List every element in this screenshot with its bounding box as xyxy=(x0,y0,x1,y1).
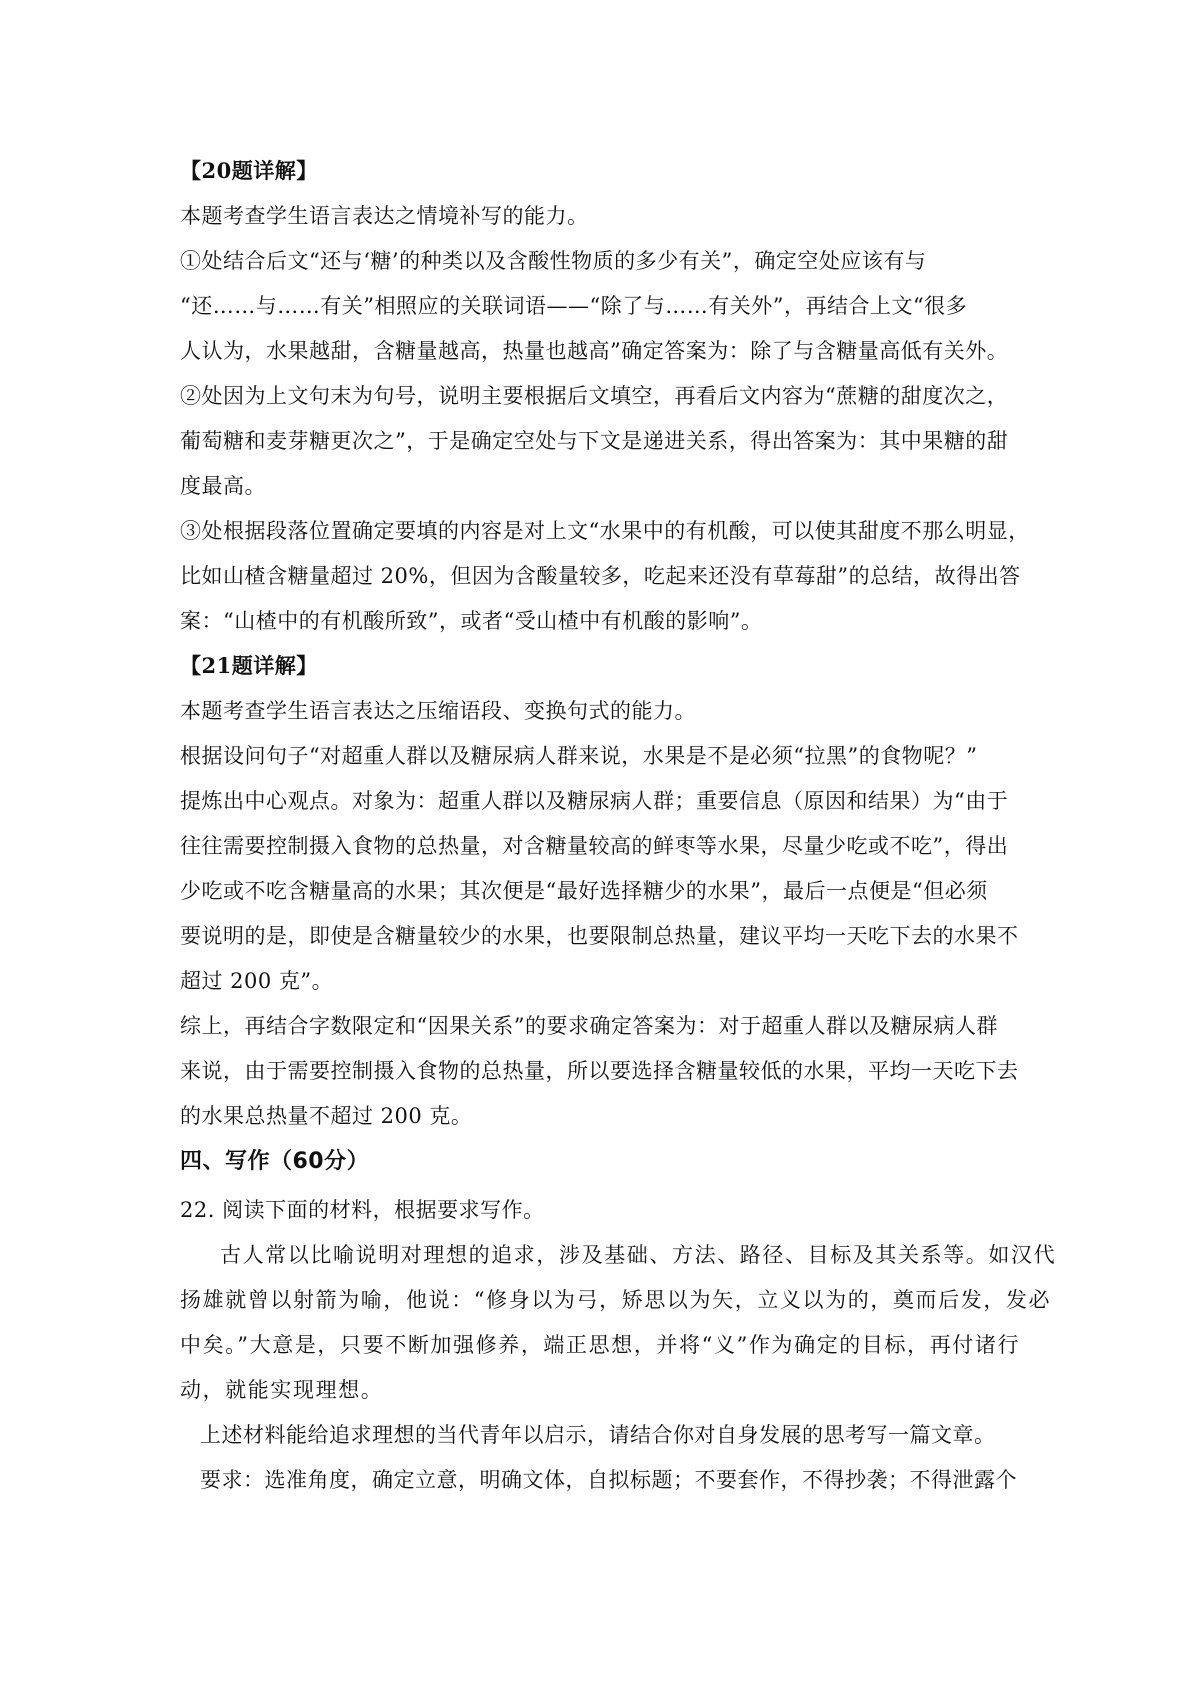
q20-line-3: “还……与……有关”相照应的关联词语——“除了与……有关外”，再结合上文“很多 xyxy=(180,294,968,318)
q21-line-2: 根据设问句子“对超重人群以及糖尿病人群来说，水果是不是必须“拉黑”的食物呢？” xyxy=(180,744,978,768)
q21-line-7: 超过 200 克”。 xyxy=(180,969,334,993)
q21-line-4: 往往需要控制摄入食物的总热量，对含糖量较高的鲜枣等水果，尽量少吃或不吃”，得出 xyxy=(180,834,1009,858)
writing-question: 22. 阅读下面的材料，根据要求写作。 xyxy=(180,1198,545,1222)
q21-title: 【21题详解】 xyxy=(180,653,318,678)
q21-line-5: 少吃或不吃含糖量高的水果；其次便是“最好选择糖少的水果”，最后一点便是“但必须 xyxy=(180,879,988,903)
writing-section-heading: 四、写作（60分） xyxy=(180,1149,370,1174)
q21-line-1: 本题考查学生语言表达之压缩语段、变换句式的能力。 xyxy=(180,699,696,723)
material-line-4: 动，就能实现理想。 xyxy=(180,1378,384,1402)
q21-line-6: 要说明的是，即使是含糖量较少的水果，也要限制总热量，建议平均一天吃下去的水果不 xyxy=(180,924,1019,948)
material-line-1: 古人常以比喻说明对理想的追求，涉及基础、方法、路径、目标及其关系等。如汉代 xyxy=(220,1243,1057,1267)
q20-line-6: 葡萄糖和麦芽糖更次之”，于是确定空处与下文是递进关系，得出答案为：其中果糖的甜 xyxy=(180,429,1009,453)
q20-line-7: 度最高。 xyxy=(180,474,266,498)
q21-line-10: 的水果总热量不超过 200 克。 xyxy=(180,1104,473,1128)
q20-line-1: 本题考查学生语言表达之情境补写的能力。 xyxy=(180,204,589,228)
q21-line-9: 来说，由于需要控制摄入食物的总热量，所以要选择含糖量较低的水果，平均一天吃下去 xyxy=(180,1059,1019,1083)
writing-requirements: 要求：选准角度，确定立意，明确文体，自拟标题；不要套作，不得抄袭；不得泄露个 xyxy=(200,1468,1017,1492)
q20-line-8: ③处根据段落位置确定要填的内容是对上文“水果中的有机酸，可以使其甜度不那么明显， xyxy=(180,519,1030,543)
q20-line-4: 人认为，水果越甜，含糖量越高，热量也越高”确定答案为：除了与含糖量高低有关外。 xyxy=(180,339,1009,363)
q21-line-3: 提炼出中心观点。对象为：超重人群以及糖尿病人群；重要信息（原因和结果）为“由于 xyxy=(180,789,1009,813)
q20-line-2: ①处结合后文“还与‘糖’的种类以及含酸性物质的多少有关”，确定空处应该有与 xyxy=(180,249,927,273)
q20-line-9: 比如山楂含糖量超过 20%，但因为含酸量较多，吃起来还没有草莓甜”的总结，故得出答 xyxy=(180,564,1021,588)
q20-line-5: ②处因为上文句末为句号，说明主要根据后文填空，再看后文内容为“蔗糖的甜度次之， xyxy=(180,384,1009,408)
material-line-2: 扬雄就曾以射箭为喻，他说：“修身以为弓，矫思以为矢，立义以为的，奠而后发，发必 xyxy=(180,1288,1052,1312)
q20-title: 【20题详解】 xyxy=(180,158,318,183)
q21-line-8: 综上，再结合字数限定和“因果关系”的要求确定答案为：对于超重人群以及糖尿病人群 xyxy=(180,1014,998,1038)
q20-line-10: 案：“山楂中的有机酸所致”，或者“受山楂中有机酸的影响”。 xyxy=(180,609,763,633)
material-line-3: 中矣。”大意是，只要不断加强修养，端正思想，并将“义”作为确定的目标，再付诸行 xyxy=(180,1333,1021,1357)
writing-prompt: 上述材料能给追求理想的当代青年以启示，请结合你对自身发展的思考写一篇文章。 xyxy=(200,1423,996,1447)
